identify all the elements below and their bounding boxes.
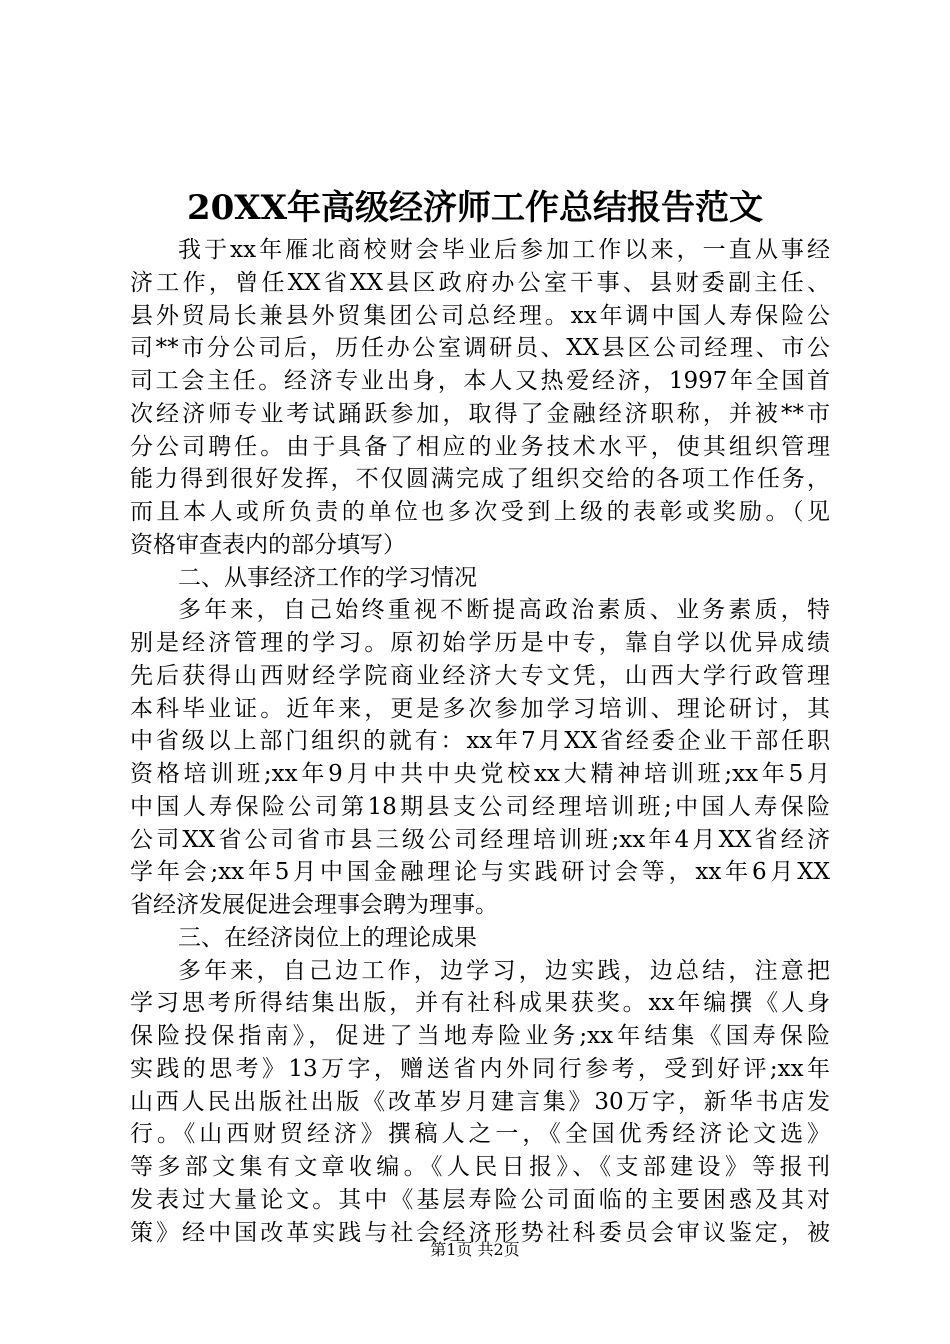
text-line: 县外贸局长兼县外贸集团公司总经理。xx年调中国人寿保险公 — [130, 302, 830, 329]
text-line: 资格审查表内的部分填写） — [130, 531, 406, 558]
text-line: 司工会主任。经济专业出身，本人又热爱经济，1997年全国首 — [130, 368, 830, 394]
text-line: 公司XX省公司省市县三级公司经理培训班;xx年4月XX省经济 — [130, 826, 830, 853]
text-line: 中国人寿保险公司第18期县支公司经理培训班;中国人寿保险 — [130, 793, 830, 820]
text-line: 中省级以上部门组织的就有：xx年7月XX省经委企业干部任职 — [130, 728, 830, 755]
page-number-footer: 第1页 共2页 — [430, 1240, 520, 1259]
document-title: 20XX年高级经济师工作总结报告范文 — [186, 188, 764, 228]
text-line: 能力得到很好发挥，不仅圆满完成了组织交给的各项工作任务， — [130, 466, 830, 493]
text-line: 等多部文集有文章收编。《人民日报》、《支部建设》等报刊 — [130, 1154, 830, 1180]
text-line: 保险投保指南》，促进了当地寿险业务;xx年结集《国寿保险 — [130, 1023, 830, 1049]
text-line: 发表过大量论文。其中《基层寿险公司面临的主要困惑及其对 — [130, 1186, 830, 1213]
text-line: 学年会;xx年5月中国金融理论与实践研讨会等，xx年6月XX — [130, 859, 830, 886]
text-line: 别是经济管理的学习。原初始学历是中专，靠自学以优异成绩 — [130, 630, 830, 656]
text-line: 实践的思考》13万字，赠送省内外同行参考，受到好评;xx年 — [130, 1055, 830, 1082]
text-line: 济工作，曾任XX省XX县区政府办公室干事、县财委副主任、 — [130, 269, 830, 296]
text-line: 我于xx年雁北商校财会毕业后参加工作以来，一直从事经 — [178, 237, 830, 263]
text-line: 次经济师专业考试踊跃参加，取得了金融经济职称，并被**市 — [130, 400, 830, 427]
text-line: 多年来，自己边工作，边学习，边实践，边总结，注意把 — [178, 957, 830, 984]
text-line: 策》经中国改革实践与社会经济形势社科委员会审议鉴定，被 — [130, 1219, 830, 1246]
text-line: 行。《山西财贸经济》撰稿人之一，《全国优秀经济论文选》 — [130, 1121, 830, 1148]
text-line: 多年来，自己始终重视不断提高政治素质、业务素质，特 — [178, 597, 830, 624]
text-line: 省经济发展促进会理事会聘为理事。 — [130, 892, 498, 918]
text-line: 司**市分公司后，历任办公室调研员、XX县区公司经理、市公 — [130, 335, 830, 362]
text-line: 学习思考所得结集出版，并有社科成果获奖。xx年编撰《人身 — [130, 990, 830, 1017]
section-heading: 二、从事经济工作的学习情况 — [178, 564, 477, 591]
text-line: 分公司聘任。由于具备了相应的业务技术水平，使其组织管理 — [130, 433, 830, 460]
section-heading: 三、在经济岗位上的理论成果 — [178, 924, 477, 951]
document-body — [130, 234, 830, 1249]
text-line: 本科毕业证。近年来，更是多次参加学习培训、理论研讨，其 — [130, 695, 830, 722]
text-line: 而且本人或所负责的单位也多次受到上级的表彰或奖励。（见 — [130, 499, 830, 525]
text-line: 先后获得山西财经学院商业经济大专文凭，山西大学行政管理 — [130, 662, 830, 689]
text-line: 资格培训班;xx年9月中共中央党校xx大精神培训班;xx年5月 — [130, 761, 830, 787]
text-line: 山西人民出版社出版《改革岁月建言集》30万字，新华书店发 — [130, 1088, 830, 1115]
